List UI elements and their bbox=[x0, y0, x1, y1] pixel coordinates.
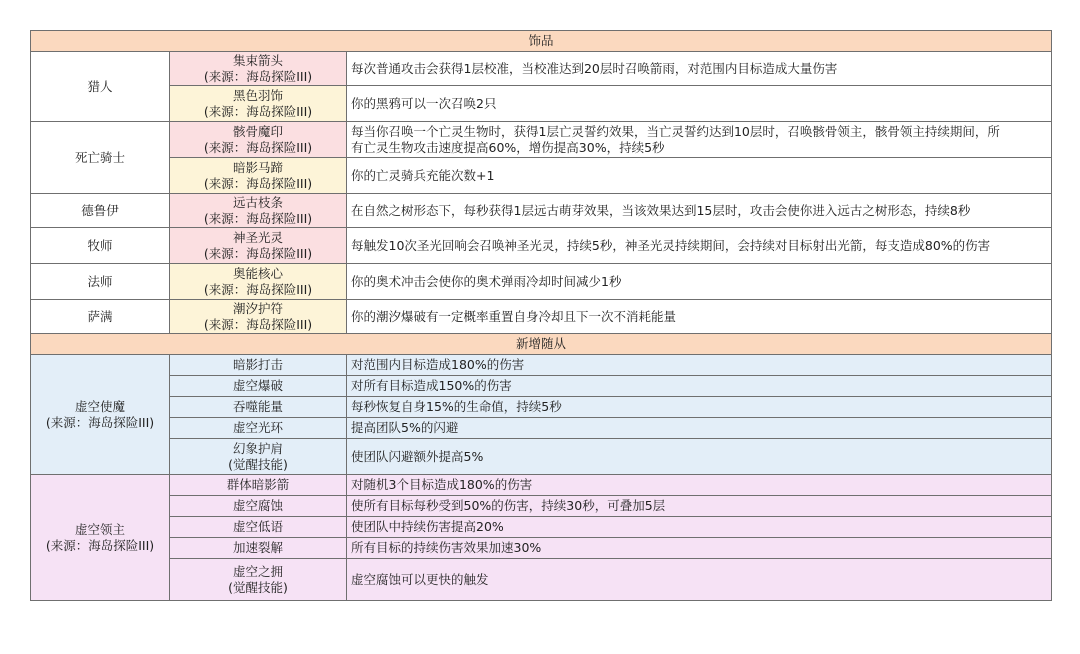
item-name: 潮汐护符 bbox=[232, 300, 283, 316]
skill-name: 吞噬能量 bbox=[170, 397, 347, 418]
item-description: 你的亡灵骑兵充能次数+1 bbox=[347, 158, 1052, 194]
item-source: (来源：海岛探险III) bbox=[203, 68, 313, 84]
item-name: 奥能核心 bbox=[232, 265, 283, 281]
item-name: 远古枝条 bbox=[232, 194, 283, 210]
item-description: 你的奥术冲击会使你的奥术弹雨冷却时间减少1秒 bbox=[347, 264, 1052, 300]
skill-name: 虚空之拥 bbox=[232, 563, 283, 579]
skill-name: 虚空光环 bbox=[170, 418, 347, 439]
item-name: 骸骨魔印 bbox=[232, 123, 283, 139]
item-description: 你的黑鸦可以一次召唤2只 bbox=[347, 86, 1052, 122]
item-description: 每触发10次圣光回响会召唤神圣光灵，持续5秒，神圣光灵持续期间，会持续对目标射出光箭，每支造成80%的伤害 bbox=[347, 228, 1052, 264]
item-name: 集束箭头 bbox=[232, 52, 283, 68]
item-source: (来源：海岛探险III) bbox=[203, 139, 313, 155]
skill-name-awaken bbox=[170, 439, 347, 475]
skill-awaken-tag: (觉醒技能) bbox=[228, 579, 288, 595]
class-priest: 牧师 bbox=[31, 228, 170, 264]
item-description bbox=[347, 122, 1052, 158]
skill-description: 每秒恢复自身15%的生命值，持续5秒 bbox=[347, 397, 1052, 418]
accessory-item bbox=[170, 158, 347, 194]
skill-description: 所有目标的持续伤害效果加速30% bbox=[347, 538, 1052, 559]
skill-name: 暗影打击 bbox=[170, 355, 347, 376]
class-mage: 法师 bbox=[31, 264, 170, 300]
follower-void-imp bbox=[31, 355, 170, 475]
skill-description: 使团队中持续伤害提高20% bbox=[347, 517, 1052, 538]
class-shaman: 萨满 bbox=[31, 300, 170, 334]
skill-awaken-tag: (觉醒技能) bbox=[228, 456, 288, 472]
skill-description: 对随机3个目标造成180%的伤害 bbox=[347, 475, 1052, 496]
follower-source: (来源：海岛探险III) bbox=[45, 414, 155, 430]
accessory-item bbox=[170, 300, 347, 334]
accessory-item bbox=[170, 86, 347, 122]
item-source: (来源：海岛探险III) bbox=[203, 210, 313, 226]
accessory-item bbox=[170, 228, 347, 264]
class-hunter: 猎人 bbox=[31, 52, 170, 122]
accessory-item bbox=[170, 52, 347, 86]
item-description-line: 有亡灵生物攻击速度提高60%，增伤提高30%，持续5秒 bbox=[351, 139, 665, 155]
accessory-item bbox=[170, 194, 347, 228]
skill-name: 幻象护肩 bbox=[232, 440, 283, 456]
item-description: 每次普通攻击会获得1层校准，当校准达到20层时召唤箭雨，对范围内目标造成大量伤害 bbox=[347, 52, 1052, 86]
item-name: 暗影马蹄 bbox=[232, 159, 283, 175]
item-source: (来源：海岛探险III) bbox=[203, 316, 313, 332]
follower-name: 虚空领主 bbox=[74, 521, 125, 537]
item-description: 你的潮汐爆破有一定概率重置自身冷却且下一次不消耗能量 bbox=[347, 300, 1052, 334]
skill-description: 虚空腐蚀可以更快的触发 bbox=[347, 559, 1052, 601]
info-table bbox=[30, 30, 1052, 601]
class-death-knight: 死亡骑士 bbox=[31, 122, 170, 194]
section-header-followers: 新增随从 bbox=[31, 334, 1052, 355]
follower-void-lord bbox=[31, 475, 170, 601]
skill-name: 虚空腐蚀 bbox=[170, 496, 347, 517]
item-source: (来源：海岛探险III) bbox=[203, 281, 313, 297]
skill-description: 对所有目标造成150%的伤害 bbox=[347, 376, 1052, 397]
item-source: (来源：海岛探险III) bbox=[203, 103, 313, 119]
skill-name: 虚空爆破 bbox=[170, 376, 347, 397]
accessory-item bbox=[170, 264, 347, 300]
skill-description: 使所有目标每秒受到50%的伤害，持续30秒，可叠加5层 bbox=[347, 496, 1052, 517]
item-description: 在自然之树形态下，每秒获得1层远古萌芽效果，当该效果达到15层时，攻击会使你进入远古之树形态，持续8秒 bbox=[347, 194, 1052, 228]
skill-description: 提高团队5%的闪避 bbox=[347, 418, 1052, 439]
item-description-line: 每当你召唤一个亡灵生物时，获得1层亡灵誓约效果，当亡灵誓约达到10层时，召唤骸骨领主，骸骨领主持续期间，所 bbox=[351, 123, 1000, 139]
item-source: (来源：海岛探险III) bbox=[203, 245, 313, 261]
accessory-item bbox=[170, 122, 347, 158]
skill-name-awaken bbox=[170, 559, 347, 601]
class-druid: 德鲁伊 bbox=[31, 194, 170, 228]
item-source: (来源：海岛探险III) bbox=[203, 175, 313, 191]
section-header-accessories: 饰品 bbox=[31, 31, 1052, 52]
skill-name: 群体暗影箭 bbox=[170, 475, 347, 496]
item-name: 黑色羽饰 bbox=[232, 87, 283, 103]
skill-description: 对范围内目标造成180%的伤害 bbox=[347, 355, 1052, 376]
follower-name: 虚空使魔 bbox=[74, 398, 125, 414]
follower-source: (来源：海岛探险III) bbox=[45, 537, 155, 553]
skill-name: 加速裂解 bbox=[170, 538, 347, 559]
item-name: 神圣光灵 bbox=[232, 229, 283, 245]
skill-name: 虚空低语 bbox=[170, 517, 347, 538]
skill-description: 使团队闪避额外提高5% bbox=[347, 439, 1052, 475]
